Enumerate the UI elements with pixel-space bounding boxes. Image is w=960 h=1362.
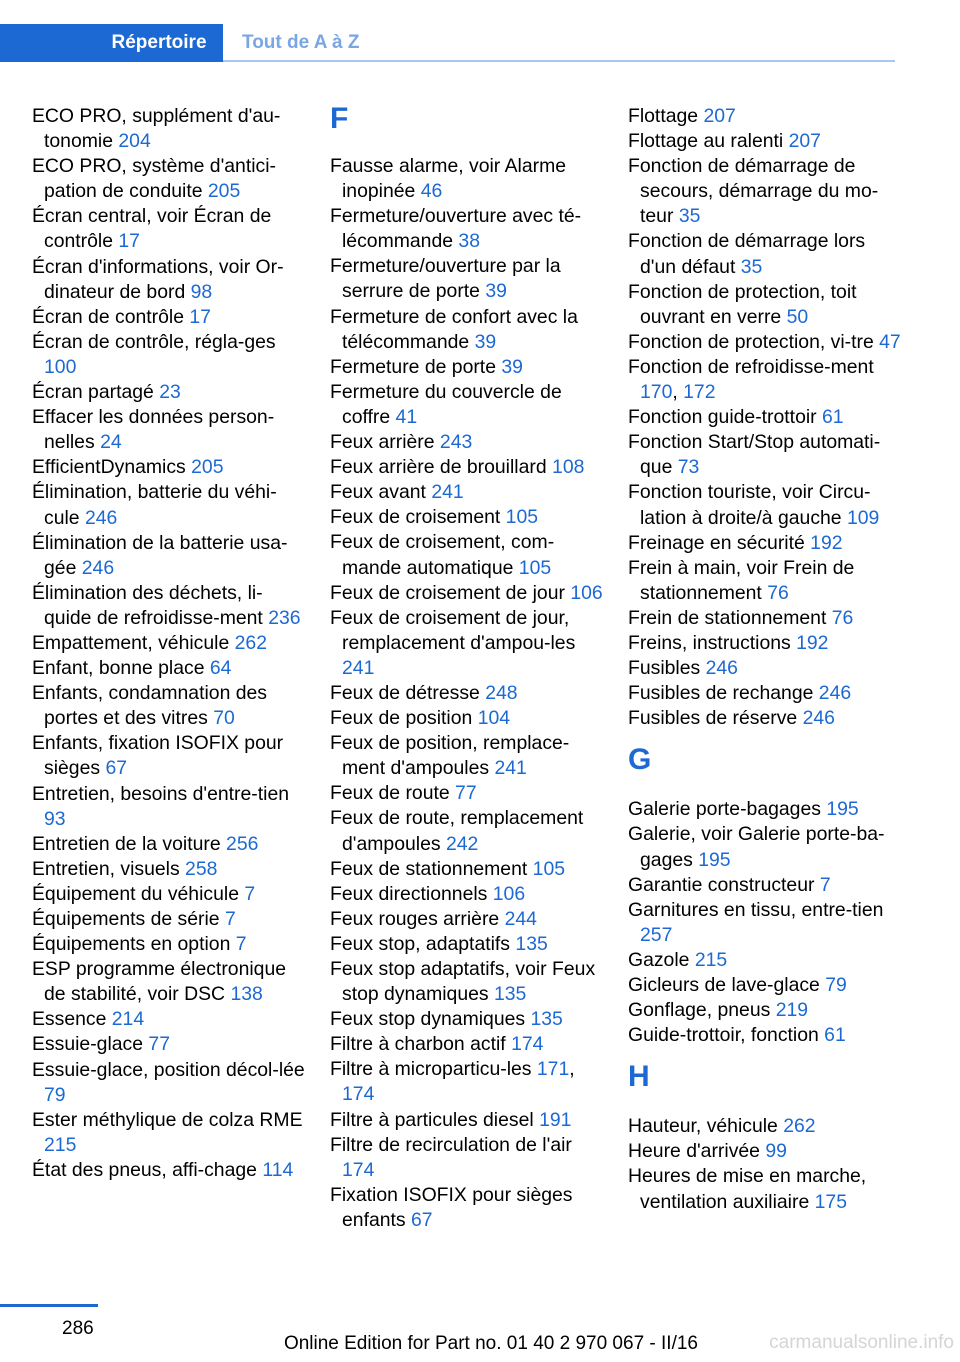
entry-term: Heure d'arrivée [628,1140,766,1163]
entry-term: Fonction de refroidisse‐ment [628,355,874,378]
index-entry [330,932,605,957]
index-entry [32,330,307,380]
index-entry [628,822,903,872]
index-entry [628,1114,903,1139]
index-entry [628,706,903,731]
index-column-1 [32,104,307,1183]
index-entry [628,430,903,480]
index-entry [628,531,903,556]
entry-term: Fusibles de rechange [628,682,819,705]
entry-term: Fermeture/ouverture avec té‐lécommande [330,205,582,253]
entry-term: Hauteur, véhicule [628,1115,784,1138]
index-entry [330,806,605,856]
entry-term: Galerie, voir Galerie porte-ba‐gages [628,823,885,871]
index-entry [32,1058,307,1108]
entry-term: Fonction de protection, vi‐tre [628,330,880,353]
index-entry [330,731,605,781]
page-link[interactable]: 246 [84,506,118,529]
entry-term: Garnitures en tissu, entre‐tien [628,898,884,921]
page-link[interactable]: 105 [505,506,539,529]
index-entry [628,405,903,430]
index-entry [330,530,605,580]
entry-term: Heures de mise en marche, ventilation auxiliaire [628,1165,867,1213]
index-entry [330,480,605,505]
index-entry [628,154,903,229]
entry-term: Filtre de recirculation de l'air [330,1133,572,1156]
entry-term: Entretien, besoins d'entre‐tien [32,782,290,805]
page-link[interactable]: 138 [230,983,263,1006]
entry-term: Enfant, bonne place [32,657,210,680]
entry-term: Fonction de démarrage lors d'un défaut [628,230,866,278]
entry-term: Feux arrière de brouillard [330,456,553,479]
entry-term: Écran d'informations, voir Or‐dinateur de bord [32,255,284,303]
index-entry [330,907,605,932]
entry-term: Fusibles de réserve [628,707,803,730]
index-entry [330,957,605,1007]
page-link[interactable]: 70 [213,707,235,730]
page-link[interactable]: 7 [235,933,247,956]
entry-term: Enfants, condamnation des portes et des vitres [32,682,267,730]
page-link[interactable]: 174 [511,1033,544,1056]
entry-term: Galerie porte-bagages [628,798,827,821]
entry-term: Ester méthylique de colza RME [32,1108,303,1131]
entry-term: Fonction de démarrage de secours, démarrage du mo‐teur [628,155,879,228]
entry-term: Freins, instructions [628,631,797,654]
page-link[interactable]: 214 [111,1008,145,1031]
page-link[interactable]: 215 [44,1133,77,1156]
entry-term: Gicleurs de lave-glace [628,974,826,996]
page-link[interactable]: 262 [234,631,267,654]
index-entry [32,480,307,530]
entry-term: Freinage en sécurité [628,531,811,554]
entry-term: Fusibles [628,657,706,680]
page-link[interactable]: 24 [100,431,122,454]
page-link[interactable]: 108 [552,456,585,479]
index-entry [32,154,307,204]
page-link[interactable]: 243 [439,431,473,454]
page-link[interactable]: 7 [244,882,256,905]
entry-term: Feux stop dynamiques [330,1008,531,1031]
index-entry [330,1108,605,1133]
entry-term: Fermeture de porte [330,355,502,378]
index-entry [32,104,307,154]
index-entry [628,998,903,1023]
entry-term: Feux de croisement [330,506,506,529]
entry-term: Feux de position [330,707,478,730]
page-link[interactable]: 135 [493,983,527,1006]
index-entry [32,405,307,455]
index-entry [628,681,903,706]
entry-term: Entretien de la voiture [32,832,227,855]
page-link[interactable]: 248 [485,681,518,704]
page-link[interactable]: 262 [783,1115,816,1138]
entry-term: Écran partagé [32,381,160,404]
edition-note: Online Edition for Part no. 01 40 2 970 067 - II/16 [283,1333,698,1354]
page-link[interactable]: 246 [705,657,738,680]
entry-term: Fixation ISOFIX pour sièges enfants [330,1183,573,1231]
index-entry [628,129,903,154]
entry-term: Écran de contrôle [32,305,190,328]
index-entry [330,581,605,606]
page-link[interactable]: 47 [879,330,901,353]
entry-term: Élimination des déchets, li‐quide de refroidisse‐ment [32,581,269,629]
page-link[interactable]: 172 [683,381,716,404]
index-entry [330,355,605,380]
page-link[interactable]: 50 [786,305,809,328]
index-entry [330,204,605,254]
entry-term: Flottage [628,105,704,127]
entry-term: Essence [32,1008,112,1031]
entry-term: Fonction guide-trottoir [628,406,823,429]
index-entry [32,656,307,681]
section-letter: G [628,743,652,777]
index-entry [32,882,307,907]
page-link[interactable]: 23 [159,381,181,404]
page-link[interactable]: 215 [694,948,728,971]
section-letter: H [628,1060,650,1094]
page-link[interactable]: 105 [518,556,552,579]
entry-term: Feux de détresse [330,681,486,704]
entry-term: Fermeture de confort avec la télécommande [330,305,578,353]
index-entry [32,581,307,631]
footer-rule [0,1304,98,1307]
index-entry [628,631,903,656]
index-entry [330,606,605,681]
index-entry [330,154,605,204]
page-link[interactable]: 61 [824,1024,846,1047]
page-link[interactable]: 61 [822,406,844,429]
page-link[interactable]: 77 [455,782,477,805]
page-link[interactable]: 246 [818,682,852,705]
entry-term: EfficientDynamics [32,456,192,479]
index-entry [628,898,903,948]
page-link[interactable]: 174 [342,1158,375,1181]
page-link[interactable]: 35 [678,205,701,228]
index-entry [628,229,903,279]
entry-term: Élimination de la batterie usa‐gée [32,531,288,579]
page-link[interactable]: 104 [477,707,511,730]
page-link[interactable]: 236 [268,606,301,629]
page-link[interactable]: 109 [846,506,880,529]
page-link[interactable]: 67 [105,757,128,780]
index-entry [32,1007,307,1032]
index-entry [32,857,307,882]
page-link[interactable]: 135 [530,1008,563,1031]
entry-term: Gonflage, pneus [628,999,776,1022]
page-link[interactable]: 241 [494,757,527,780]
entry-term: Écran central, voir Écran de contrôle [32,205,272,253]
index-entry [330,1032,605,1057]
page-link[interactable]: 170 [640,381,673,404]
page-link[interactable]: 39 [501,355,523,378]
index-entry [330,505,605,530]
page-link[interactable]: 205 [191,456,224,479]
entry-term: Fonction de protection, toit ouvrant en verre [628,280,857,328]
page-link[interactable]: 93 [44,807,66,830]
index-entry [628,330,903,355]
page-link[interactable]: 192 [796,631,829,654]
page-link[interactable]: 79 [825,974,847,996]
index-entry [32,455,307,480]
index-entry [32,531,307,581]
entry-term: Équipement du véhicule [32,882,245,905]
entry-term: Feux stop adaptatifs, voir Feux stop dynamiques [330,958,596,1006]
entry-term: Feux stop, adaptatifs [330,932,516,955]
entry-term: Feux directionnels [330,882,493,905]
index-entry [628,797,903,822]
index-entry [628,1139,903,1164]
index-entry [628,104,903,129]
entry-term: Fausse alarme, voir Alarme inopinée [330,155,567,203]
index-entry [330,882,605,907]
entry-term: Garantie constructeur [628,873,820,896]
index-entry [628,280,903,330]
page-link[interactable]: 100 [44,355,77,378]
index-entry [330,681,605,706]
entry-term: ECO PRO, supplément d'au‐tonomie [32,105,281,153]
page-link[interactable]: 246 [802,707,835,730]
entry-term: Gazole [628,948,695,971]
index-entry [330,305,605,355]
entry-term: Feux de route, remplacement d'ampoules [330,807,584,855]
index-entry [628,1023,903,1048]
page-link[interactable]: 256 [226,832,259,855]
page-link[interactable]: 64 [209,657,232,680]
page-link[interactable]: 195 [826,798,859,821]
entry-term: ESP programme électronique de stabilité, voir DSC [32,958,287,1006]
entry-term: Essuie-glace, position décol‐lée [32,1058,305,1081]
entry-term: Équipements de série [32,908,225,930]
page-link[interactable]: 76 [767,581,789,604]
index-entry [330,455,605,480]
page-link[interactable]: 105 [532,857,566,880]
watermark: carmanualsonline.info [769,1332,954,1353]
entry-term: Fermeture du couvercle de coffre [330,380,562,428]
index-entry [32,1158,307,1183]
index-column-2 [330,104,605,1233]
entry-term: Empattement, véhicule [32,631,235,654]
page-link[interactable]: 207 [703,105,736,127]
page-link[interactable]: 106 [570,581,603,604]
index-entry [32,255,307,305]
page-link[interactable]: 39 [474,330,497,353]
page-link[interactable]: 241 [342,656,375,679]
index-entry [628,480,903,530]
page-link[interactable]: 77 [148,1033,170,1056]
page-link[interactable]: 38 [458,230,480,253]
index-entry [32,631,307,656]
entry-term: Essuie-glace [32,1033,149,1056]
entry-term: Fonction Start/Stop automati‐que [628,431,881,479]
page-link[interactable]: 79 [44,1083,66,1106]
index-entry [32,731,307,781]
index-entry [628,973,903,998]
index-entry [32,832,307,857]
page-link[interactable]: 171 [536,1058,570,1081]
index-entry [330,1007,605,1032]
page-link[interactable]: 219 [775,999,809,1022]
page-link[interactable]: 191 [539,1108,572,1131]
page-number: 286 [62,1318,94,1339]
entry-term: Frein à main, voir Frein de stationnement [628,556,855,604]
page-link[interactable]: 39 [485,280,507,303]
index-entry [330,1183,605,1233]
index-entry [628,556,903,606]
page-link[interactable]: 207 [788,130,821,153]
index-entry [628,606,903,631]
index-entry [330,1057,605,1107]
page-link[interactable]: 98 [190,280,213,303]
page-link[interactable]: 192 [810,531,843,554]
page-link[interactable]: 135 [515,932,548,955]
entry-term: Entretien, visuels [32,857,186,880]
index-entry [628,656,903,681]
tab-a-to-z[interactable]: Tout de A à Z [242,32,360,53]
index-entry [32,907,307,932]
page-link[interactable]: 195 [698,848,731,871]
page-link[interactable]: 174 [342,1083,375,1106]
entry-term: Fermeture/ouverture par la serrure de porte [330,255,561,303]
page-link[interactable]: 17 [189,305,211,328]
page-link[interactable]: 41 [395,405,418,428]
index-entry [330,380,605,430]
page-link[interactable]: 7 [819,873,831,896]
entry-term: Filtre à particules diesel [330,1108,540,1131]
page-link[interactable]: 246 [81,556,115,579]
page-link[interactable]: 175 [814,1190,847,1213]
tab-underline [223,60,895,62]
page-link[interactable]: 244 [504,907,537,930]
entry-term: Feux de croisement, com‐mande automatique [330,531,555,579]
entry-term: État des pneus, affi‐chage [32,1158,263,1181]
entry-term: Feux de position, remplace‐ment d'ampoules [330,732,570,780]
entry-term: Flottage au ralenti [628,130,789,153]
entry-term: Guide-trottoir, fonction [628,1024,825,1047]
entry-term: Feux arrière [330,431,440,454]
page-link[interactable]: 73 [677,456,700,479]
page-link[interactable]: 204 [118,130,151,153]
index-entry [32,305,307,330]
page-separator: , [569,1058,575,1081]
page-link[interactable]: 257 [640,923,673,946]
index-entry [32,204,307,254]
index-entry [330,857,605,882]
index-entry [330,706,605,731]
entry-term: Élimination, batterie du véhi‐cule [32,481,277,529]
index-entry [330,430,605,455]
page-link[interactable]: 205 [207,180,241,203]
entry-term: Feux de stationnement [330,857,533,880]
page-link[interactable]: 99 [765,1140,787,1163]
page-link[interactable]: 258 [185,857,218,880]
entry-term: Filtre à charbon actif [330,1033,512,1056]
page-link[interactable]: 67 [411,1208,433,1231]
section-letter: F [330,102,349,135]
page-link[interactable]: 35 [740,255,763,278]
page-link[interactable]: 114 [262,1158,294,1181]
index-entry [628,873,903,898]
entry-term: Effacer les données person‐nelles [32,406,275,454]
page-link[interactable]: 7 [224,908,236,930]
index-entry [330,1133,605,1183]
entry-term: Frein de stationnement [628,606,832,629]
entry-term: Feux de route [330,782,456,805]
entry-term: Équipements en option [32,933,236,956]
entry-term: Feux rouges arrière [330,907,505,930]
entry-term: Feux de croisement de jour, remplacement d'ampou‐les [330,606,576,654]
index-entry [628,948,903,973]
entry-term: Feux avant [330,481,432,504]
entry-term: Enfants, fixation ISOFIX pour sièges [32,732,284,780]
page-link[interactable]: 241 [431,481,464,504]
index-entry [32,932,307,957]
page-link[interactable]: 17 [118,230,140,253]
index-entry [32,1108,307,1158]
index-column-3 [628,104,903,1215]
index-entry [628,1164,903,1214]
index-entry [32,957,307,1007]
index-entry [32,681,307,731]
entry-term: Écran de contrôle, régla‐ges [32,330,276,353]
tab-repertoire[interactable]: Répertoire [0,24,223,62]
entry-term: Filtre à microparticu‐les [330,1058,537,1081]
entry-term: Feux de croisement de jour [330,581,571,604]
page-link[interactable]: 242 [445,832,479,855]
index-entry [330,781,605,806]
page-link[interactable]: 76 [831,606,854,629]
page-link[interactable]: 46 [420,180,443,203]
header-tabs [0,24,895,62]
index-entry [628,355,903,405]
page-separator: , [672,381,684,404]
page-link[interactable]: 106 [492,882,526,905]
entry-term: Fonction touriste, voir Circu‐lation à droite/à gauche [628,481,871,529]
index-entry [32,380,307,405]
entry-term: ECO PRO, système d'antici‐pation de conduite [32,155,276,203]
index-entry [32,1032,307,1057]
index-entry [330,254,605,304]
index-entry [32,782,307,832]
